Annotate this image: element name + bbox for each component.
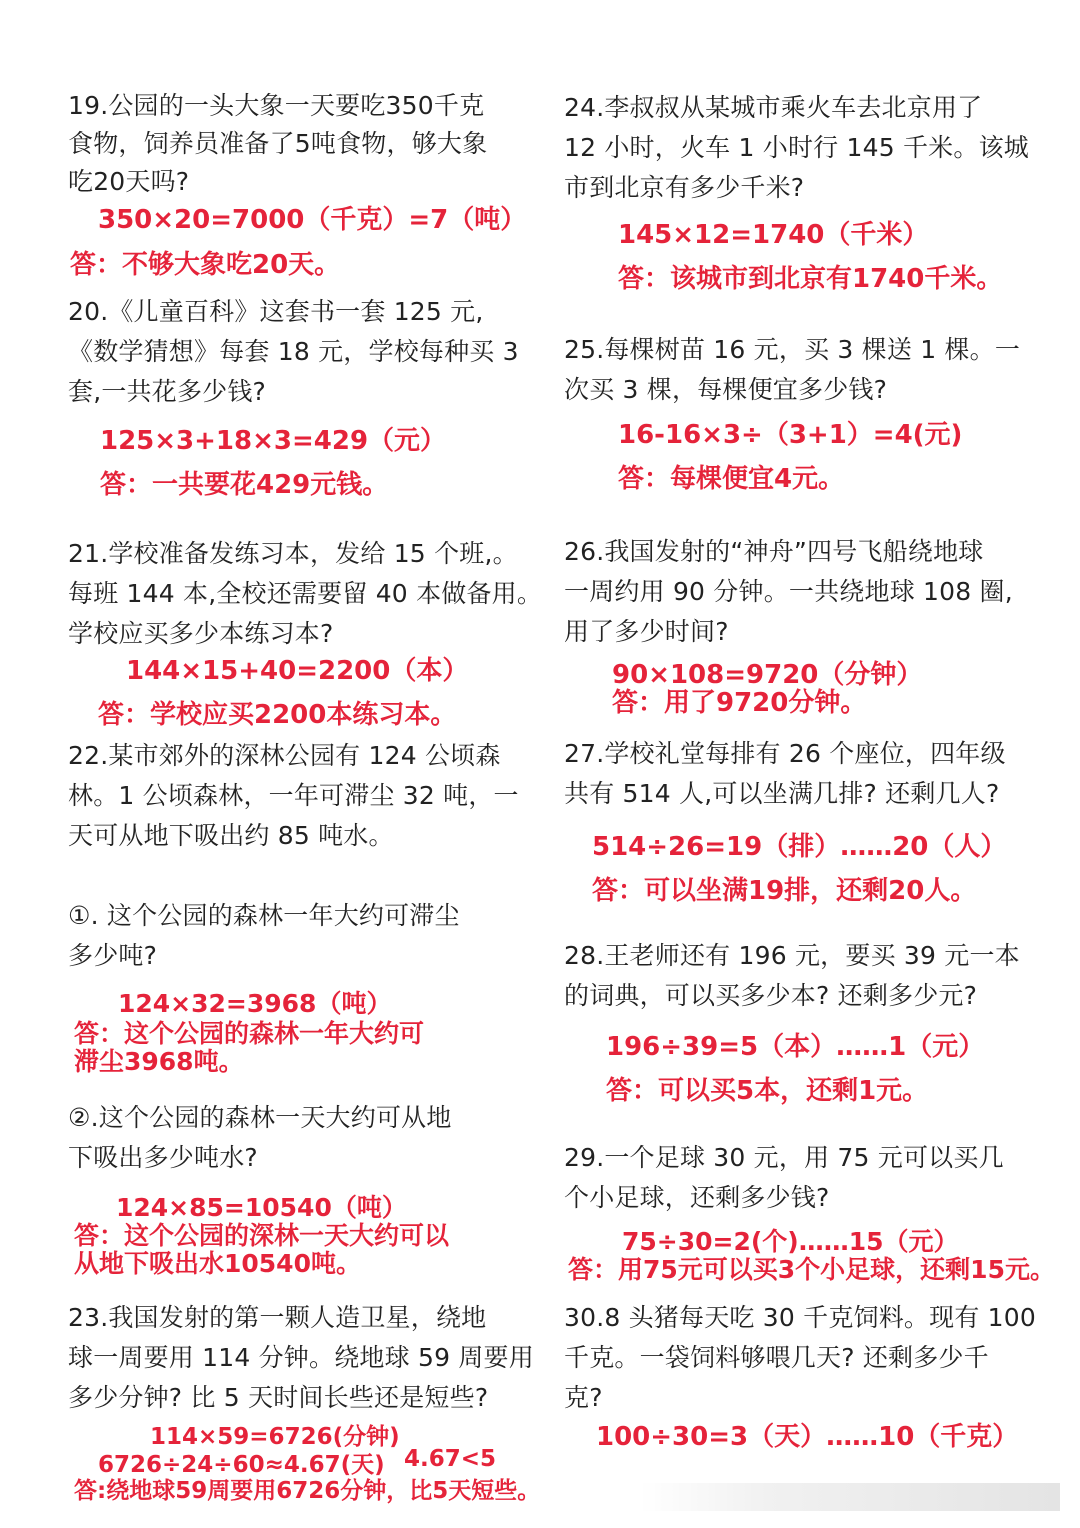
q20-line-3: 套,一共花多少钱?: [68, 377, 267, 406]
q29-line-1: 29.一个足球 30 元，用 75 元可以买几: [564, 1143, 1004, 1172]
q22-sub1-line-2: 多少吨?: [68, 941, 158, 970]
q30-line-1: 30.8 头猪每天吃 30 千克饲料。现有 100: [564, 1303, 1036, 1332]
photo-glare: [640, 1483, 1060, 1511]
q22-sub2-calculation: 124×85=10540（吨）: [116, 1193, 407, 1222]
q22-sub1-answer-line-2: 滞尘3968吨。: [74, 1047, 244, 1076]
q27-answer: 答：可以坐满19排，还剩20人。: [592, 876, 977, 906]
q25-line-1: 25.每棵树苗 16 元，买 3 棵送 1 棵。一: [564, 335, 1021, 364]
q29-calculation: 75÷30=2(个)……15（元）: [622, 1227, 959, 1256]
q24-calculation: 145×12=1740（千米）: [618, 220, 929, 250]
q22-sub1-line-1: ①. 这个公园的森林一年大约可滞尘: [68, 901, 460, 930]
q24-line-3: 市到北京有多少千米?: [564, 173, 805, 202]
q23-line-1: 23.我国发射的第一颗人造卫星，绕地: [68, 1303, 487, 1332]
q28-line-2: 的词典，可以买多少本? 还剩多少元?: [564, 981, 978, 1010]
q26-calculation: 90×108=9720（分钟）: [612, 660, 923, 690]
q22-line-2: 林。1 公顷森林，一年可滞尘 32 吨，一: [68, 781, 519, 810]
q22-sub2-answer-line-2: 从地下吸出水10540吨。: [74, 1249, 361, 1278]
q27-line-1: 27.学校礼堂每排有 26 个座位，四年级: [564, 739, 1006, 768]
q21-line-2: 每班 144 本,全校还需要留 40 本做备用。: [68, 579, 543, 608]
q19-answer: 答：不够大象吃20天。: [70, 250, 341, 280]
q24-answer: 答：该城市到北京有1740千米。: [618, 264, 1003, 294]
q21-calculation: 144×15+40=2200（本）: [126, 656, 469, 686]
q25-calculation: 16-16×3÷（3+1）=4(元): [618, 420, 963, 450]
q21-answer: 答：学校应买2200本练习本。: [98, 700, 457, 730]
q23-answer: 答:绕地球59周要用6726分钟，比5天短些。: [74, 1478, 541, 1504]
q21-line-3: 学校应买多少本练习本?: [68, 619, 334, 648]
q23-line-3: 多少分钟? 比 5 天时间长些还是短些?: [68, 1383, 489, 1412]
q23-calculation-1: 114×59=6726(分钟): [150, 1424, 400, 1450]
q22-sub2-line-2: 下吸出多少吨水?: [68, 1143, 258, 1172]
q28-line-1: 28.王老师还有 196 元，要买 39 元一本: [564, 941, 1020, 970]
q25-line-2: 次买 3 棵，每棵便宜多少钱?: [564, 375, 888, 404]
q28-answer: 答：可以买5本，还剩1元。: [606, 1076, 929, 1106]
q24-line-2: 12 小时，火车 1 小时行 145 千米。该城: [564, 133, 1029, 162]
q22-sub1-calculation: 124×32=3968（吨）: [118, 989, 392, 1018]
q20-answer: 答：一共要花429元钱。: [100, 470, 389, 500]
q28-calculation: 196÷39=5（本）……1（元）: [606, 1032, 985, 1062]
q30-line-2: 千克。一袋饲料够喂几天? 还剩多少千: [564, 1343, 989, 1372]
q22-line-3: 天可从地下吸出约 85 吨水。: [68, 821, 394, 850]
q26-line-1: 26.我国发射的“神舟”四号飞船绕地球: [564, 537, 984, 566]
q30-calculation: 100÷30=3（天）……10（千克）: [596, 1422, 1019, 1452]
q22-sub2-answer-line-1: 答：这个公园的深林一天大约可以: [74, 1221, 450, 1250]
q29-line-2: 个小足球，还剩多少钱?: [564, 1183, 830, 1212]
q26-line-3: 用了多少时间?: [564, 617, 729, 646]
q22-line-1: 22.某市郊外的深林公园有 124 公顷森: [68, 741, 501, 770]
q27-line-2: 共有 514 人,可以坐满几排? 还剩几人?: [564, 779, 1000, 808]
q19-line-3: 吃20天吗?: [68, 167, 190, 196]
q20-calculation: 125×3+18×3=429（元）: [100, 426, 447, 456]
q26-line-2: 一周约用 90 分钟。一共绕地球 108 圈,: [564, 577, 1013, 606]
q25-answer: 答：每棵便宜4元。: [618, 464, 845, 494]
q26-answer: 答：用了9720分钟。: [612, 688, 867, 718]
q23-line-2: 球一周要用 114 分钟。绕地球 59 周要用: [68, 1343, 534, 1372]
q20-line-1: 20.《儿童百科》这套书一套 125 元,: [68, 297, 484, 326]
q22-sub1-answer-line-1: 答：这个公园的森林一年大约可: [74, 1019, 425, 1048]
q22-sub2-line-1: ②.这个公园的森林一天大约可从地: [68, 1103, 452, 1132]
q23-calculation-2: 6726÷24÷60≈4.67(天): [98, 1452, 385, 1478]
q23-calculation-3: 4.67<5: [404, 1446, 497, 1472]
q21-line-1: 21.学校准备发练习本，发给 15 个班,。: [68, 539, 518, 568]
q24-line-1: 24.李叔叔从某城市乘火车去北京用了: [564, 93, 983, 122]
q19-line-1: 19.公园的一头大象一天要吃350千克: [68, 91, 485, 120]
q27-calculation: 514÷26=19（排）……20（人）: [592, 832, 1007, 862]
q30-line-3: 克?: [564, 1383, 603, 1412]
q29-answer: 答：用75元可以买3个小足球，还剩15元。: [568, 1255, 1055, 1284]
q19-calculation: 350×20=7000（千克）=7（吨）: [98, 205, 527, 235]
q20-line-2: 《数学猜想》每套 18 元，学校每种买 3: [68, 337, 519, 366]
q19-line-2: 食物，饲养员准备了5吨食物，够大象: [68, 129, 488, 158]
